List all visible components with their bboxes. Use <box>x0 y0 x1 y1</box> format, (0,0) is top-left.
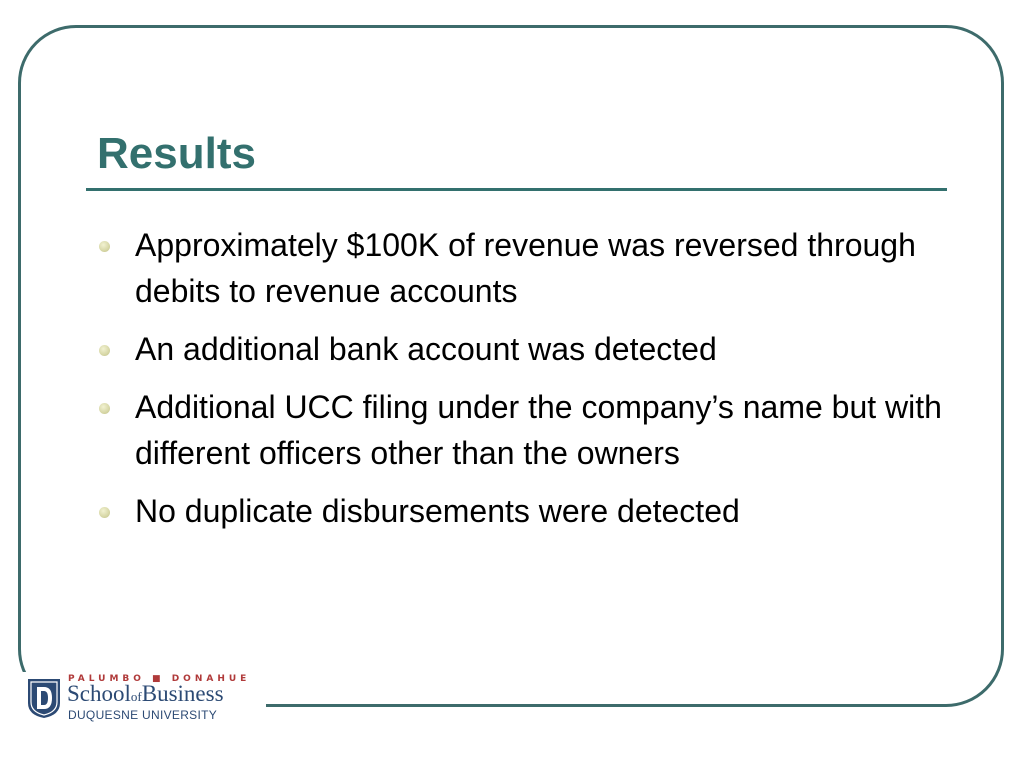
bullet-text: No duplicate disbursements were detected <box>135 493 740 529</box>
logo-school-name <box>67 681 224 710</box>
logo-top-line: PALUMBO ■ DONAHUE <box>68 674 251 684</box>
bullet-dot-icon <box>99 345 110 356</box>
bullet-dot-icon <box>99 403 110 414</box>
school-logo <box>22 672 266 724</box>
logo-school-part2: Business <box>141 681 224 706</box>
bullet-text: An additional bank account was detected <box>135 331 717 367</box>
title-underline <box>86 188 947 191</box>
bullet-item <box>96 326 956 372</box>
slide-title: Results <box>97 129 256 178</box>
bullet-text: Approximately $100K of revenue was reversed through debits to revenue accounts <box>135 227 916 309</box>
bullet-item <box>96 384 956 476</box>
logo-university: DUQUESNE UNIVERSITY <box>68 708 218 722</box>
logo-school-of: of <box>130 689 142 704</box>
bullet-item <box>96 222 956 314</box>
bullet-list <box>96 222 956 546</box>
bullet-item <box>96 488 956 534</box>
bullet-dot-icon <box>99 241 110 252</box>
logo-school-part1: School <box>67 681 131 706</box>
bullet-dot-icon <box>99 507 110 518</box>
duquesne-d-shield-icon <box>26 677 62 719</box>
bullet-text: Additional UCC filing under the company’s name but with different officers other than the owners <box>135 389 942 471</box>
